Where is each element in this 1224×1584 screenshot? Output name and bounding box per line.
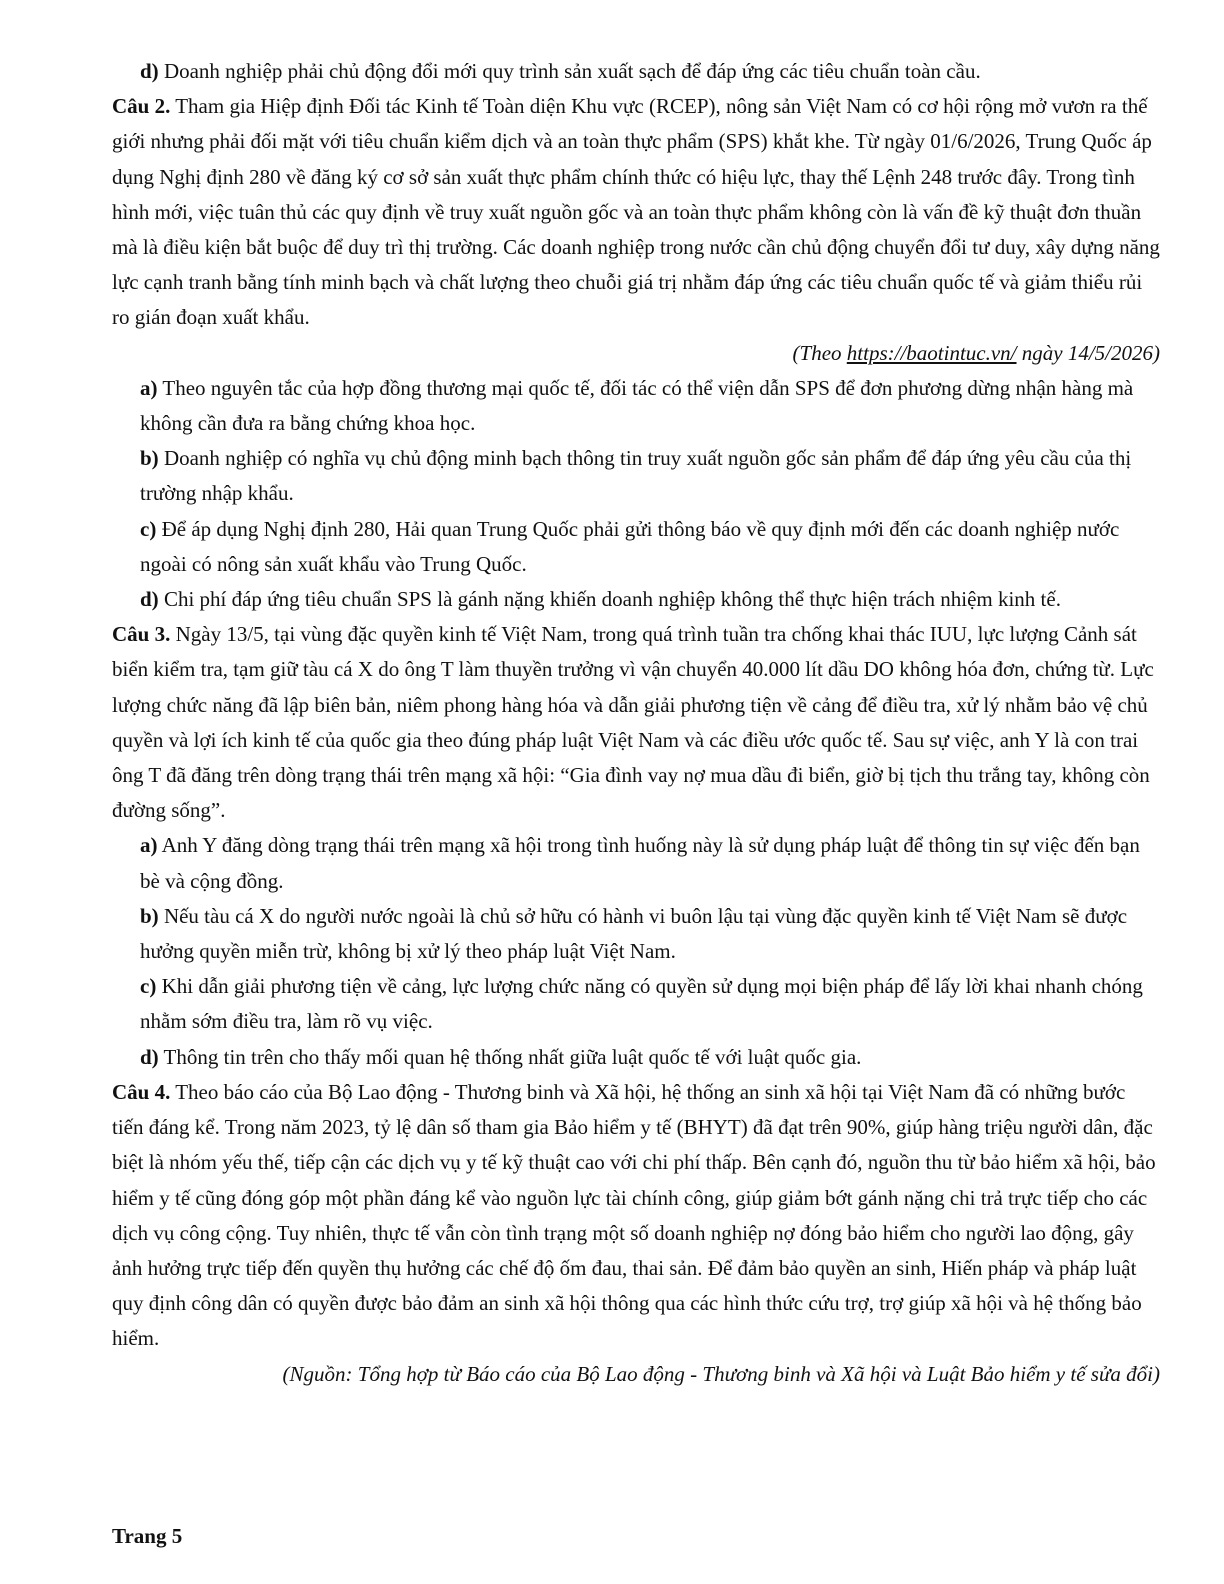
question-4-text: Theo báo cáo của Bộ Lao động - Thương binh và Xã hội, hệ thống an sinh xã hội tại Việt Nam đã có những bước tiến đáng kể. Trong năm 2023, tỷ lệ dân số tham gia Bảo hiểm y tế (BHYT) đã đạt trên 90%, giúp hàng triệu người dân, đặc biệt là nhóm yếu thế, tiếp cận các dịch vụ y tế kỹ thuật cao với chi phí thấp. Bên cạnh đó, nguồn thu từ bảo hiểm xã hội, bảo hiểm y tế cũng đóng góp một phần đáng kể vào nguồn lực tài chính công, giúp giảm bớt gánh nặng chi trả trực tiếp cho các dịch vụ công cộng. Tuy nhiên, thực tế vẫn còn tình trạng một số doanh nghiệp nợ đóng bảo hiểm cho người lao động, gây ảnh hưởng trực tiếp đến quyền thụ hưởng các chế độ ốm đau, thai sản. Để đảm bảo quyền an sinh, Hiến pháp và pháp luật quy định công dân có quyền được bảo đảm an sinh xã hội thông qua các hình thức cứu trợ, trợ giúp xã hội và hệ thống bảo hiểm. <box>112 1079 1156 1351</box>
q3-option-c <box>112 969 1160 1039</box>
document-page <box>112 54 1160 1392</box>
question-4-stem <box>112 1075 1160 1357</box>
option-text: Doanh nghiệp có nghĩa vụ chủ động minh bạch thông tin truy xuất nguồn gốc sản phẩm để đáp ứng yêu cầu của thị trường nhập khẩu. <box>140 446 1132 506</box>
question-2-stem <box>112 89 1160 335</box>
q2-option-c <box>112 512 1160 582</box>
q3-option-d <box>112 1040 1160 1075</box>
option-text: Nếu tàu cá X do người nước ngoài là chủ sở hữu có hành vi buôn lậu tại vùng đặc quyền kinh tế Việt Nam sẽ được hưởng quyền miễn trừ, không bị xử lý theo pháp luật Việt Nam. <box>140 903 1128 964</box>
q2-option-d <box>112 582 1160 617</box>
source-link[interactable]: https://baotintuc.vn/ <box>846 340 1017 365</box>
question-4-source: (Nguồn: Tổng hợp từ Báo cáo của Bộ Lao động - Thương binh và Xã hội và Luật Bảo hiểm y tế sửa đổi) <box>282 1361 1160 1386</box>
question-3-label: Câu 3. <box>112 622 171 647</box>
option-label: b) <box>140 446 159 471</box>
q3-option-b <box>112 899 1160 969</box>
q3-option-a <box>112 828 1160 898</box>
question-2-text: Tham gia Hiệp định Đối tác Kinh tế Toàn diện Khu vực (RCEP), nông sản Việt Nam có cơ hội rộng mở vươn ra thế giới nhưng phải đối mặt với tiêu chuẩn kiểm dịch và an toàn thực phẩm (SPS) khắt khe. Từ ngày 01/6/2026, Trung Quốc áp dụng Nghị định 280 về đăng ký cơ sở sản xuất thực phẩm chính thức có hiệu lực, thay thế Lệnh 248 trước đây. Trong tình hình mới, việc tuân thủ các quy định về truy xuất nguồn gốc và an toàn thực phẩm không còn là vấn đề kỹ thuật đơn thuần mà là điều kiện bắt buộc để duy trì thị trường. Các doanh nghiệp trong nước cần chủ động chuyển đổi tư duy, xây dựng năng lực cạnh tranh bằng tính minh bạch và chất lượng theo chuỗi giá trị nhằm đáp ứng các tiêu chuẩn quốc tế và giảm thiểu rủi ro gián đoạn xuất khẩu. <box>112 94 1160 330</box>
option-label: d) <box>140 587 159 612</box>
option-text: Theo nguyên tắc của hợp đồng thương mại quốc tế, đối tác có thể viện dẫn SPS để đơn phương dừng nhận hàng mà không cần đưa ra bằng chứng khoa học. <box>140 375 1134 436</box>
option-label: a) <box>140 375 158 400</box>
option-text: Anh Y đăng dòng trạng thái trên mạng xã hội trong tình huống này là sử dụng pháp luật để thông tin sự việc đến bạn bè và cộng đồng. <box>140 833 1140 893</box>
option-label: c) <box>140 974 157 999</box>
option-label: d) <box>140 1044 159 1069</box>
option-label: a) <box>140 833 158 858</box>
question-2-source <box>112 336 1160 371</box>
question-3-text: Ngày 13/5, tại vùng đặc quyền kinh tế Việt Nam, trong quá trình tuần tra chống khai thác IUU, lực lượng Cảnh sát biển kiểm tra, tạm giữ tàu cá X do ông T làm thuyền trưởng vì vận chuyển 40.000 lít dầu DO không hóa đơn, chứng từ. Lực lượng chức năng đã lập biên bản, niêm phong hàng hóa và dẫn giải phương tiện về cảng để điều tra, xử lý nhằm bảo vệ chủ quyền và lợi ích kinh tế của quốc gia theo đúng pháp luật Việt Nam và các điều ước quốc tế. Sau sự việc, anh Y là con trai ông T đã đăng trên dòng trạng thái trên mạng xã hội: “Gia đình vay nợ mua dầu đi biển, giờ bị tịch thu trắng tay, không còn đường sống”. <box>112 622 1154 823</box>
question-2-label: Câu 2. <box>112 94 171 119</box>
option-text: Khi dẫn giải phương tiện về cảng, lực lượng chức năng có quyền sử dụng mọi biện pháp để lấy lời khai nhanh chóng nhằm sớm điều tra, làm rõ vụ việc. <box>140 974 1143 1034</box>
option-text: Chi phí đáp ứng tiêu chuẩn SPS là gánh nặng khiến doanh nghiệp không thể thực hiện trách nhiệm kinh tế. <box>158 587 1061 612</box>
option-label: c) <box>140 516 157 541</box>
page-number: Trang 5 <box>112 1524 183 1548</box>
q1-option-d <box>112 54 1160 89</box>
option-label: b) <box>140 903 159 928</box>
option-text: Thông tin trên cho thấy mối quan hệ thống nhất giữa luật quốc tế với luật quốc gia. <box>158 1044 862 1069</box>
source-prefix: (Theo <box>792 340 847 365</box>
question-3-stem <box>112 617 1160 828</box>
q2-option-b <box>112 441 1160 511</box>
option-label: d) <box>140 59 159 83</box>
option-text: Để áp dụng Nghị định 280, Hải quan Trung Quốc phải gửi thông báo về quy định mới đến các doanh nghiệp nước ngoài có nông sản xuất khẩu vào Trung Quốc. <box>140 516 1120 576</box>
option-text: Doanh nghiệp phải chủ động đổi mới quy trình sản xuất sạch để đáp ứng các tiêu chuẩn toàn cầu. <box>158 59 981 83</box>
question-4-label: Câu 4. <box>112 1079 171 1104</box>
q2-option-a <box>112 371 1160 441</box>
source-suffix: ngày 14/5/2026) <box>1016 340 1160 365</box>
